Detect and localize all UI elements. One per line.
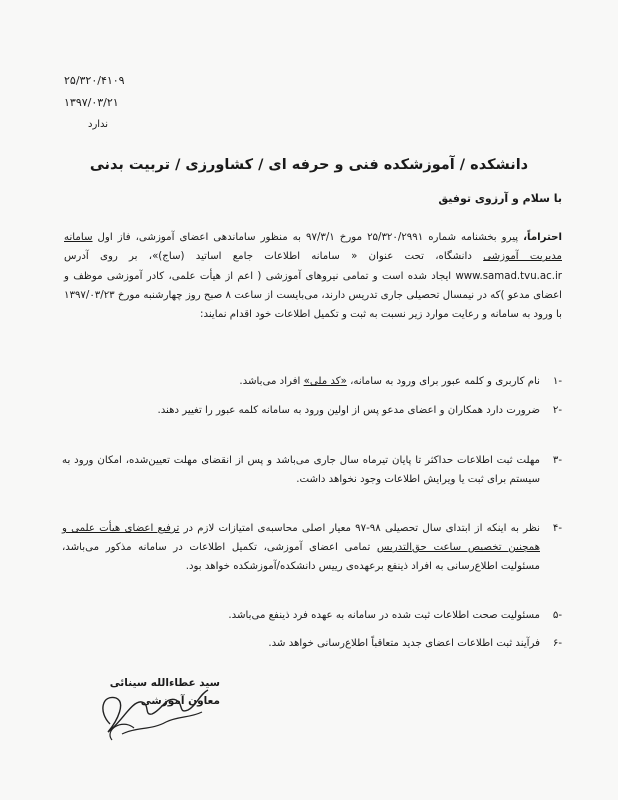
item-text: ضرورت دارد همکاران و اعضای مدعو پس از اولین ورود به سامانه کلمه عبور را تغییر دهند.: [157, 405, 540, 416]
signer-name: سید عطاءالله سینائی: [109, 677, 220, 689]
list-item-6: [62, 634, 562, 653]
item-number: -۲: [552, 405, 562, 416]
intro-paragraph: [64, 228, 562, 324]
item-number: -۳: [552, 455, 562, 466]
list-item-3: [62, 451, 562, 489]
item-text-end: تمامی اعضای آموزشی، تکمیل اطلاعات در سامانه مذکور می‌باشد، مسئولیت اطلاع‌رسانی به افراد ذینفع برعهده‌ی رییس دانشکده/آموزشکده خواهد بود.: [62, 542, 540, 572]
intro-underline: سامانه مدیریت آموزشی: [64, 232, 562, 263]
item-number: -۴: [552, 523, 562, 534]
letter-meta: [64, 70, 125, 136]
list-item-1: [62, 372, 562, 391]
item-text: مسئولیت صحت اطلاعات ثبت شده در سامانه به عهده فرد ذینفع می‌باشد.: [228, 610, 540, 621]
intro-lead: احتراماً،: [523, 232, 562, 243]
item-number: -۱: [552, 376, 562, 387]
item-text-end: افراد می‌باشد.: [239, 376, 304, 387]
item-text: مهلت ثبت اطلاعات حداکثر تا پایان تیرماه سال جاری می‌باشد و پس از انقضای مهلت تعیین‌شده، امکان ورود به سیستم برای ثبت یا ویرایش اطلاعات وجود نخواهد داشت.: [62, 455, 540, 485]
item-underline: ترفیع اعضای هیأت علمی و همچنین تخصیص ساعت حق‌التدریس: [62, 523, 540, 553]
greeting: با سلام و آرزوی توفیق: [438, 192, 562, 205]
intro-part1: پیرو بخشنامه شماره ۲۵/۳۲۰/۲۹۹۱ مورخ ۹۷/۳/۱ به منظور ساماندهی اعضای آموزشی، فاز اول: [92, 232, 524, 243]
list-item-4: [62, 519, 562, 576]
item-number: -۶: [552, 638, 562, 649]
item-text: نام کاربری و کلمه عبور برای ورود به سامانه،: [346, 376, 540, 387]
signer-role: معاون آموزشی: [140, 695, 220, 707]
item-underline: «کد ملی»: [303, 376, 347, 387]
list-item-5: [62, 606, 562, 625]
letter-attachment: ندارد: [88, 119, 109, 130]
list-item-2: [62, 401, 562, 420]
intro-part2: دانشگاه، تحت عنوان « سامانه اطلاعات جامع اساتید (ساج)»، بر روی آدرس www.samad.tvu.ac.ir ایجاد شده است و تمامی نیروهای آموزشی ( اعم از هیأت علمی، کادر آموزشی موظف و اعضای مدعو )که در نیمسال تحصیلی جاری تدریس دارند، می‌بایست از ساعت ۸ صبح روز چهارشنبه مورخ ۱۳۹۷/۰۳/۲۳ با ورود به سامانه و رعایت موارد زیر نسبت به ثبت و تکمیل اطلاعات خود اقدام نمایند:: [64, 251, 562, 321]
letter-title: دانشکده / آموزشکده فنی و حرفه ای / کشاورزی / تربیت بدنی: [89, 157, 529, 173]
handwritten-signature: [92, 672, 222, 747]
item-text: فرآیند ثبت اطلاعات اعضای جدید متعاقباً اطلاع‌رسانی خواهد شد.: [268, 638, 540, 649]
item-number: -۵: [552, 610, 562, 621]
letter-number: ۲۵/۳۲۰/۴۱۰۹: [64, 74, 125, 87]
letter-date: ۱۳۹۷/۰۳/۲۱: [64, 96, 119, 109]
item-text: نظر به اینکه از ابتدای سال تحصیلی ۹۸-۹۷ معیار اصلی محاسبه‌ی امتیازات لازم در: [179, 523, 540, 534]
